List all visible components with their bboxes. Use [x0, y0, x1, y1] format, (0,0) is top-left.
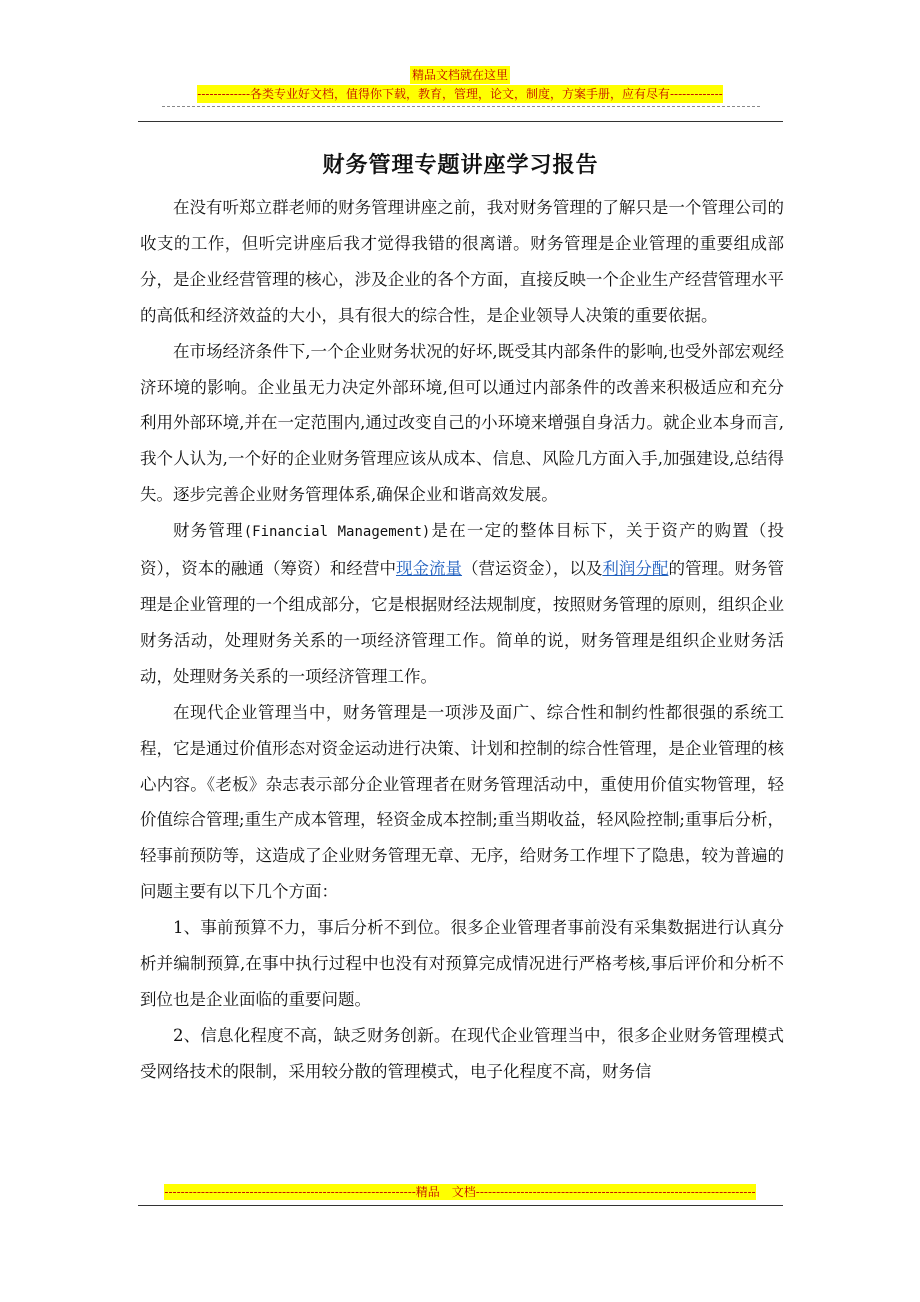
- header-rule: [138, 121, 783, 122]
- p3-text-1: 财务管理: [173, 521, 244, 541]
- paragraph-6: 2、信息化程度不高，缺乏财务创新。在现代企业管理当中，很多企业财务管理模式受网络技术的限制，采用较分散的管理模式，电子化程度不高，财务信: [140, 1025, 784, 1081]
- p3-text-4: 的管理。财务管理是企业管理的一个组成部分，它是根据财经法规制度，按照财务管理的原则，组织企业财务活动，处理财务关系的一项经济管理工作。简单的说，财务管理是组织企业财务活动，处理财务关系的一项经济管理工作。: [140, 559, 785, 686]
- document-title: 财务管理专题讲座学习报告: [322, 153, 599, 178]
- header-subtitle: -------------各类专业好文档，值得你下载，教育，管理，论文，制度，方案手册，应有尽有-------------: [197, 87, 723, 101]
- document-body: [140, 190, 784, 1090]
- footer-rule: [138, 1205, 783, 1206]
- header-title: 精品文档就在这里: [411, 68, 508, 82]
- page-header: [0, 66, 920, 103]
- link-cash-flow[interactable]: 现金流量: [395, 559, 463, 579]
- page-footer: [0, 1184, 920, 1200]
- link-profit-distribution[interactable]: 利润分配: [602, 559, 669, 579]
- paragraph-1: 在没有听郑立群老师的财务管理讲座之前，我对财务管理的了解只是一个管理公司的收支的工作，但听完讲座后我才觉得我错的很离谱。财务管理是企业管理的重要组成部分，是企业经营管理的核心，涉及企业的各个方面，直接反映一个企业生产经营管理水平的高低和经济效益的大小，具有很大的综合性，是企业领导人决策的重要依据。: [140, 198, 784, 325]
- paragraph-5: 1、事前预算不力，事后分析不到位。很多企业管理者事前没有采集数据进行认真分析并编制预算,在事中执行过程中也没有对预算完成情况进行严格考核,事后评价和分析不到位也是企业面临的重要问题。: [140, 918, 784, 1009]
- p3-text-2: 是在一定的整体目标下，关于资产的购置（投资），资本的融通（筹资）和经营中: [140, 521, 785, 579]
- paragraph-2: 在市场经济条件下,一个企业财务状况的好坏,既受其内部条件的影响,也受外部宏观经济环境的影响。企业虽无力决定外部环境,但可以通过内部条件的改善来积极适应和充分利用外部环境,并在一定范围内,通过改变自己的小环境来增强自身活力。就企业本身而言,我个人认为,一个好的企业财务管理应该从成本、信息、风险几方面入手,加强建设,总结得失。逐步完善企业财务管理体系,确保企业和谐高效发展。: [140, 341, 784, 505]
- p3-english-term: (Financial Management): [243, 524, 431, 541]
- paragraph-4: 在现代企业管理当中，财务管理是一项涉及面广、综合性和制约性都很强的系统工程，它是通过价值形态对资金运动进行决策、计划和控制的综合性管理，是企业管理的核心内容。《老板》杂志表示部分企业管理者在财务管理活动中，重使用价值实物管理，轻价值综合管理;重生产成本管理，轻资金成本控制;重当期收益，轻风险控制;重事后分析，轻事前预防等，这造成了企业财务管理无章、无序，给财务工作埋下了隐患，较为普遍的问题主要有以下几个方面：: [140, 702, 784, 902]
- footer-text: --------------------------------------------------------------精品 文档---------------------------------------------------------------------: [164, 1185, 756, 1199]
- header-dash-divider: [162, 106, 760, 108]
- p3-text-3: （营运资金），以及: [462, 559, 603, 579]
- paragraph-3: [140, 513, 784, 695]
